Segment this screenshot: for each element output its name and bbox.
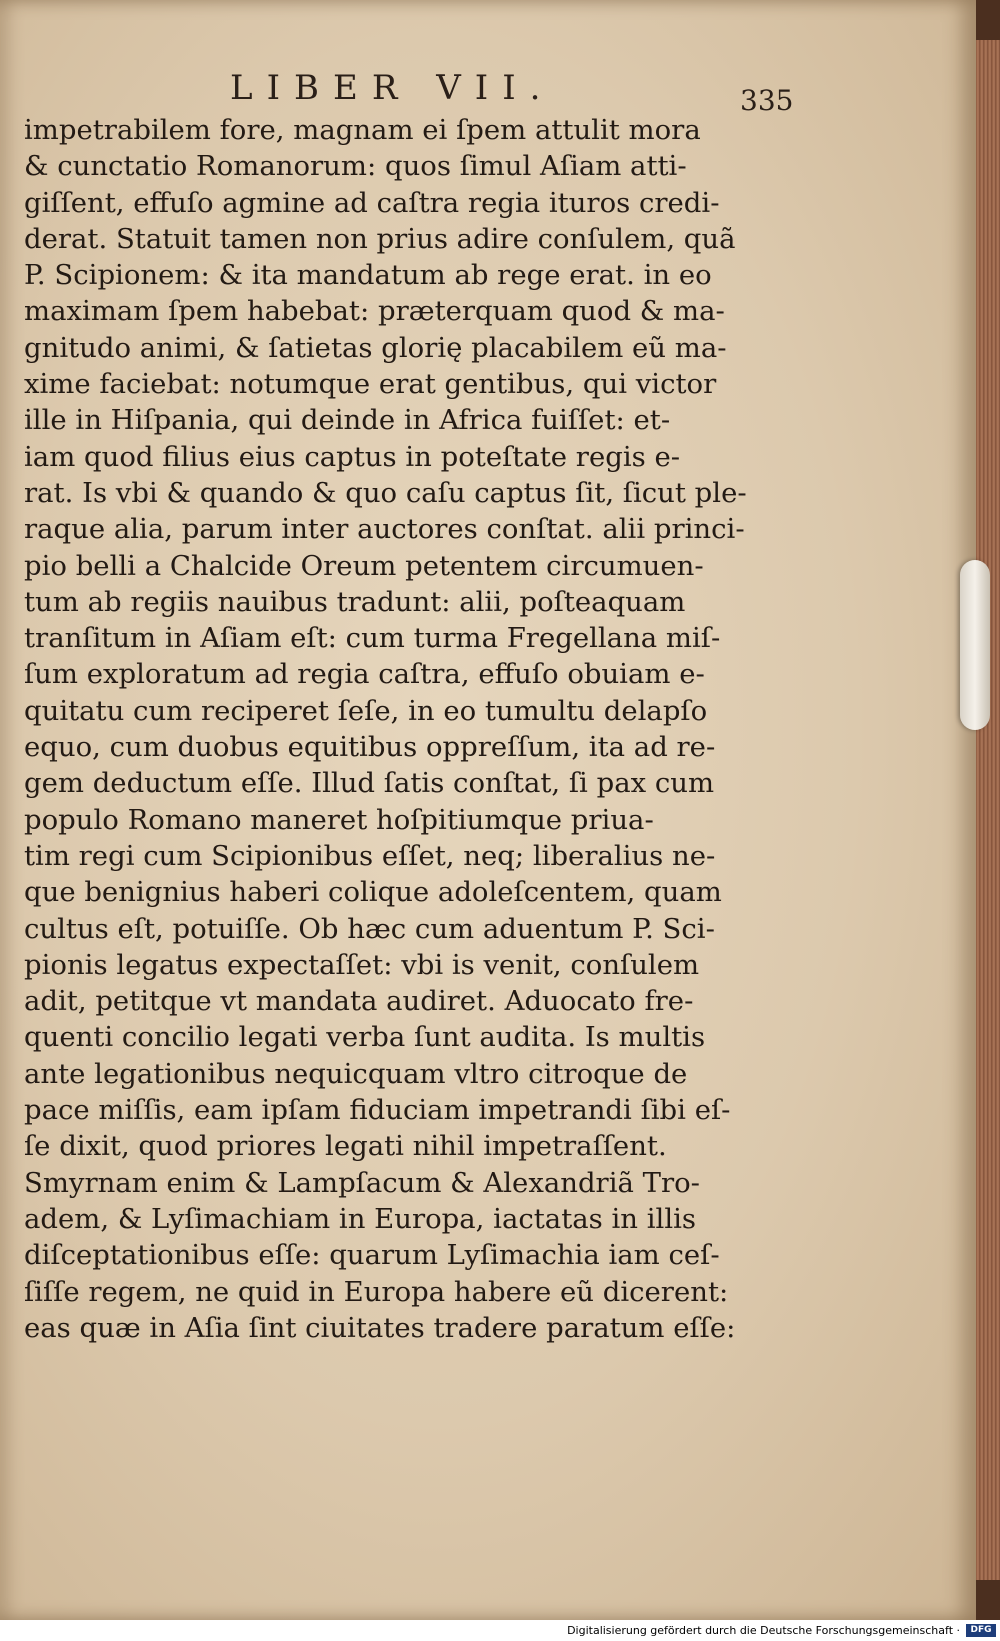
text-line: gem deductum eſſe. Illud ſatis conſtat, ſi pax cum bbox=[24, 767, 715, 800]
text-line: ſiſſe regem, ne quid in Europa habere eũ dicerent: bbox=[24, 1275, 729, 1308]
running-head: LIBER VII. bbox=[230, 68, 555, 108]
text-line: gnitudo animi, & ſatietas glorię placabilem eũ ma- bbox=[24, 331, 727, 364]
text-line: adit, petitque vt mandata audiret. Aduocato fre- bbox=[24, 985, 694, 1018]
page-number: 335 bbox=[740, 84, 794, 117]
book-clip bbox=[960, 560, 990, 730]
text-line: pionis legatus expectaſſet: vbi is venit, conſulem bbox=[24, 948, 700, 981]
text-line: quenti concilio legati verba ſunt audita. Is multis bbox=[24, 1021, 706, 1054]
text-line: que benignius haberi colique adoleſcentem, quam bbox=[24, 876, 722, 909]
text-line: P. Scipionem: & ita mandatum ab rege erat. in eo bbox=[24, 259, 712, 292]
text-line: & cunctatio Romanorum: quos ſimul Aſiam atti- bbox=[24, 150, 687, 183]
text-line: ſe dixit, quod priores legati nihil impetraſſent. bbox=[24, 1130, 667, 1163]
text-line: ante legationibus nequicquam vltro citroque de bbox=[24, 1057, 688, 1090]
text-line: diſceptationibus eſſe: quarum Lyſimachia iam ceſ- bbox=[24, 1239, 720, 1272]
text-line: derat. Statuit tamen non prius adire conſulem, quã bbox=[24, 222, 736, 255]
text-line: tum ab regiis nauibus tradunt: alii, poſteaquam bbox=[24, 585, 686, 618]
page-edge bbox=[976, 40, 1000, 1580]
text-line: raque alia, parum inter auctores conſtat. alii princi- bbox=[24, 513, 745, 546]
text-line: ſum exploratum ad regia caſtra, effuſo obuiam e- bbox=[24, 658, 705, 691]
text-line: giſſent, effuſo agmine ad caſtra regia ituros credi- bbox=[24, 186, 720, 219]
dfg-logo: DFG bbox=[966, 1624, 996, 1637]
text-line: maximam ſpem habebat: prӕterquam quod & ma- bbox=[24, 295, 725, 328]
text-line: eas quӕ in Aſia ſint ciuitates tradere paratum eſſe: bbox=[24, 1311, 736, 1344]
text-line: xime faciebat: notumque erat gentibus, qui victor bbox=[24, 368, 717, 401]
text-line: populo Romano maneret hoſpitiumque priua- bbox=[24, 803, 654, 836]
text-line: quitatu cum reciperet ſeſe, in eo tumultu delapſo bbox=[24, 694, 708, 727]
text-line: impetrabilem fore, magnam ei ſpem attulit mora bbox=[24, 114, 701, 146]
text-line: rat. Is vbi & quando & quo caſu captus ſit, ſicut ple- bbox=[24, 476, 747, 509]
text-line: adem, & Lyſimachiam in Europa, iactatas in illis bbox=[24, 1202, 697, 1235]
text-line: cultus eſt, potuiſſe. Ob hӕc cum aduentum P. Sci- bbox=[24, 912, 715, 945]
text-line: pio belli a Chalcide Oreum petentem circumuen- bbox=[24, 549, 704, 582]
text-line: Smyrnam enim & Lampſacum & Alexandriã Tro- bbox=[24, 1166, 700, 1199]
text-line: tranſitum in Aſiam eſt: cum turma Fregellana miſ- bbox=[24, 622, 721, 655]
text-line: tim regi cum Scipionibus eſſet, neq; liberalius ne- bbox=[24, 839, 716, 872]
text-line: ille in Hiſpania, qui deinde in Africa fuiſſet: et- bbox=[24, 404, 671, 437]
funding-credit: Digitalisierung gefördert durch die Deutsche Forschungsgemeinschaft · bbox=[567, 1624, 960, 1637]
digitization-footer bbox=[0, 1620, 1000, 1641]
text-line: iam quod filius eius captus in poteſtate regis e- bbox=[24, 440, 681, 473]
text-line: equo, cum duobus equitibus oppreſſum, ita ad re- bbox=[24, 731, 716, 764]
text-line: pace miſſis, eam ipſam fiduciam impetrandi ſibi eſ- bbox=[24, 1094, 731, 1127]
body-text bbox=[24, 112, 782, 1346]
